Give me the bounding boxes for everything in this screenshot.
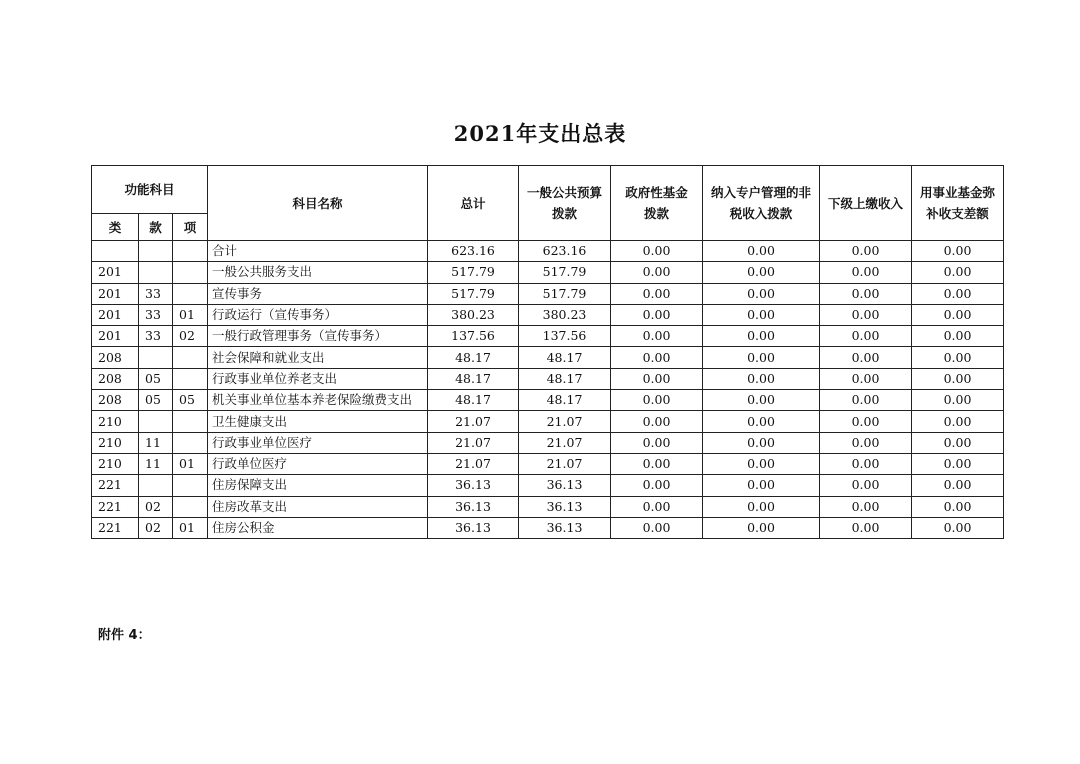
cell-general-budget: 380.23 [519, 304, 611, 325]
header-fund-subsidy [912, 166, 1004, 241]
table-row [92, 326, 1004, 347]
header-total: 总计 [428, 166, 519, 241]
cell-nontax-income: 0.00 [703, 411, 820, 432]
table-row [92, 496, 1004, 517]
cell-lei: 201 [92, 283, 139, 304]
cell-upper-income: 0.00 [820, 475, 912, 496]
cell-total: 137.56 [428, 326, 519, 347]
cell-general-budget: 623.16 [519, 241, 611, 262]
table-row [92, 347, 1004, 368]
cell-total: 517.79 [428, 262, 519, 283]
cell-total: 36.13 [428, 475, 519, 496]
cell-government-fund: 0.00 [611, 262, 703, 283]
cell-total: 380.23 [428, 304, 519, 325]
cell-lei: 221 [92, 496, 139, 517]
cell-subject-name: 合计 [208, 241, 428, 262]
cell-fund-subsidy: 0.00 [912, 262, 1004, 283]
cell-xiang [173, 432, 208, 453]
cell-total: 36.13 [428, 496, 519, 517]
cell-xiang: 01 [173, 517, 208, 538]
cell-lei: 208 [92, 347, 139, 368]
cell-general-budget: 36.13 [519, 517, 611, 538]
cell-xiang: 01 [173, 304, 208, 325]
cell-total: 48.17 [428, 347, 519, 368]
cell-subject-name: 一般公共服务支出 [208, 262, 428, 283]
cell-nontax-income: 0.00 [703, 453, 820, 474]
cell-lei: 208 [92, 390, 139, 411]
cell-fund-subsidy: 0.00 [912, 517, 1004, 538]
cell-subject-name: 卫生健康支出 [208, 411, 428, 432]
cell-upper-income: 0.00 [820, 496, 912, 517]
cell-nontax-income: 0.00 [703, 496, 820, 517]
cell-upper-income: 0.00 [820, 432, 912, 453]
cell-xiang [173, 475, 208, 496]
header-nontax-income-line1: 纳入专户管理的非 [711, 185, 812, 200]
cell-xiang: 05 [173, 390, 208, 411]
cell-subject-name: 一般行政管理事务（宣传事务） [208, 326, 428, 347]
header-xiang: 项 [173, 214, 208, 241]
cell-xiang [173, 368, 208, 389]
cell-xiang [173, 496, 208, 517]
cell-subject-name: 行政单位医疗 [208, 453, 428, 474]
cell-xiang [173, 283, 208, 304]
cell-government-fund: 0.00 [611, 283, 703, 304]
cell-upper-income: 0.00 [820, 326, 912, 347]
cell-general-budget: 48.17 [519, 368, 611, 389]
cell-general-budget: 48.17 [519, 390, 611, 411]
cell-kuan [139, 347, 173, 368]
cell-upper-income: 0.00 [820, 262, 912, 283]
cell-nontax-income: 0.00 [703, 283, 820, 304]
cell-total: 517.79 [428, 283, 519, 304]
cell-government-fund: 0.00 [611, 411, 703, 432]
cell-general-budget: 137.56 [519, 326, 611, 347]
cell-general-budget: 21.07 [519, 432, 611, 453]
header-nontax-income [703, 166, 820, 241]
cell-lei: 210 [92, 453, 139, 474]
cell-nontax-income: 0.00 [703, 517, 820, 538]
cell-government-fund: 0.00 [611, 326, 703, 347]
cell-nontax-income: 0.00 [703, 390, 820, 411]
cell-upper-income: 0.00 [820, 241, 912, 262]
header-subject-name: 科目名称 [208, 166, 428, 241]
header-function-subject: 功能科目 [92, 166, 208, 214]
cell-lei: 201 [92, 326, 139, 347]
cell-nontax-income: 0.00 [703, 304, 820, 325]
cell-fund-subsidy: 0.00 [912, 496, 1004, 517]
header-kuan: 款 [139, 214, 173, 241]
table-row [92, 241, 1004, 262]
expenditure-table [91, 165, 1004, 539]
cell-nontax-income: 0.00 [703, 368, 820, 389]
header-fund-subsidy-line1: 用事业基金弥 [920, 185, 996, 200]
cell-xiang: 02 [173, 326, 208, 347]
cell-government-fund: 0.00 [611, 432, 703, 453]
cell-total: 36.13 [428, 517, 519, 538]
cell-lei: 221 [92, 517, 139, 538]
cell-xiang [173, 241, 208, 262]
cell-government-fund: 0.00 [611, 241, 703, 262]
cell-fund-subsidy: 0.00 [912, 411, 1004, 432]
cell-total: 48.17 [428, 390, 519, 411]
attachment-note: 附件 4： [98, 628, 151, 643]
cell-upper-income: 0.00 [820, 390, 912, 411]
cell-lei: 208 [92, 368, 139, 389]
cell-lei [92, 241, 139, 262]
header-general-budget-line2: 拨款 [552, 206, 578, 221]
cell-general-budget: 517.79 [519, 283, 611, 304]
cell-nontax-income: 0.00 [703, 241, 820, 262]
cell-lei: 201 [92, 262, 139, 283]
cell-kuan [139, 475, 173, 496]
table-row [92, 517, 1004, 538]
cell-fund-subsidy: 0.00 [912, 304, 1004, 325]
cell-total: 21.07 [428, 453, 519, 474]
cell-subject-name: 行政事业单位医疗 [208, 432, 428, 453]
table-body [92, 241, 1004, 539]
cell-subject-name: 社会保障和就业支出 [208, 347, 428, 368]
cell-fund-subsidy: 0.00 [912, 347, 1004, 368]
cell-kuan [139, 241, 173, 262]
cell-upper-income: 0.00 [820, 517, 912, 538]
table-row [92, 411, 1004, 432]
table-row [92, 283, 1004, 304]
cell-kuan: 33 [139, 304, 173, 325]
cell-general-budget: 21.07 [519, 411, 611, 432]
cell-government-fund: 0.00 [611, 475, 703, 496]
cell-government-fund: 0.00 [611, 304, 703, 325]
cell-total: 21.07 [428, 411, 519, 432]
cell-kuan: 02 [139, 496, 173, 517]
cell-subject-name: 宣传事务 [208, 283, 428, 304]
cell-general-budget: 517.79 [519, 262, 611, 283]
cell-nontax-income: 0.00 [703, 475, 820, 496]
cell-fund-subsidy: 0.00 [912, 475, 1004, 496]
cell-subject-name: 机关事业单位基本养老保险缴费支出 [208, 390, 428, 411]
cell-kuan [139, 262, 173, 283]
cell-subject-name: 行政事业单位养老支出 [208, 368, 428, 389]
cell-nontax-income: 0.00 [703, 432, 820, 453]
page-title: 2021年支出总表 [453, 121, 627, 146]
cell-xiang [173, 411, 208, 432]
cell-general-budget: 36.13 [519, 496, 611, 517]
cell-fund-subsidy: 0.00 [912, 326, 1004, 347]
header-nontax-income-line2: 税收入拨款 [729, 206, 793, 221]
header-government-fund-line1: 政府性基金 [625, 185, 688, 200]
cell-total: 48.17 [428, 368, 519, 389]
cell-kuan: 02 [139, 517, 173, 538]
cell-subject-name: 住房公积金 [208, 517, 428, 538]
cell-kuan: 33 [139, 326, 173, 347]
cell-government-fund: 0.00 [611, 496, 703, 517]
cell-upper-income: 0.00 [820, 283, 912, 304]
table-row [92, 368, 1004, 389]
cell-lei: 201 [92, 304, 139, 325]
table-row [92, 453, 1004, 474]
cell-xiang: 01 [173, 453, 208, 474]
cell-kuan: 05 [139, 368, 173, 389]
cell-upper-income: 0.00 [820, 347, 912, 368]
cell-upper-income: 0.00 [820, 368, 912, 389]
cell-kuan: 11 [139, 453, 173, 474]
table-row [92, 432, 1004, 453]
cell-upper-income: 0.00 [820, 411, 912, 432]
header-general-budget [519, 166, 611, 241]
table-row [92, 304, 1004, 325]
table-row [92, 390, 1004, 411]
cell-kuan [139, 411, 173, 432]
cell-subject-name: 住房改革支出 [208, 496, 428, 517]
cell-total: 623.16 [428, 241, 519, 262]
cell-subject-name: 住房保障支出 [208, 475, 428, 496]
cell-fund-subsidy: 0.00 [912, 432, 1004, 453]
cell-fund-subsidy: 0.00 [912, 368, 1004, 389]
cell-nontax-income: 0.00 [703, 347, 820, 368]
cell-subject-name: 行政运行（宣传事务） [208, 304, 428, 325]
cell-general-budget: 36.13 [519, 475, 611, 496]
cell-nontax-income: 0.00 [703, 326, 820, 347]
cell-government-fund: 0.00 [611, 517, 703, 538]
cell-government-fund: 0.00 [611, 453, 703, 474]
cell-government-fund: 0.00 [611, 347, 703, 368]
table-row [92, 475, 1004, 496]
cell-total: 21.07 [428, 432, 519, 453]
header-fund-subsidy-line2: 补收支差额 [926, 206, 989, 221]
cell-lei: 210 [92, 411, 139, 432]
header-upper-income: 下级上缴收入 [820, 166, 912, 241]
cell-kuan: 05 [139, 390, 173, 411]
cell-fund-subsidy: 0.00 [912, 390, 1004, 411]
table-row [92, 262, 1004, 283]
cell-kuan: 33 [139, 283, 173, 304]
cell-nontax-income: 0.00 [703, 262, 820, 283]
cell-kuan: 11 [139, 432, 173, 453]
cell-upper-income: 0.00 [820, 453, 912, 474]
cell-lei: 210 [92, 432, 139, 453]
header-general-budget-line1: 一般公共预算 [527, 185, 603, 200]
cell-general-budget: 48.17 [519, 347, 611, 368]
cell-upper-income: 0.00 [820, 304, 912, 325]
cell-xiang [173, 262, 208, 283]
cell-government-fund: 0.00 [611, 390, 703, 411]
cell-government-fund: 0.00 [611, 368, 703, 389]
header-government-fund [611, 166, 703, 241]
cell-fund-subsidy: 0.00 [912, 453, 1004, 474]
cell-fund-subsidy: 0.00 [912, 241, 1004, 262]
cell-xiang [173, 347, 208, 368]
header-government-fund-line2: 拨款 [644, 206, 670, 221]
cell-lei: 221 [92, 475, 139, 496]
cell-fund-subsidy: 0.00 [912, 283, 1004, 304]
cell-general-budget: 21.07 [519, 453, 611, 474]
header-lei: 类 [92, 214, 139, 241]
